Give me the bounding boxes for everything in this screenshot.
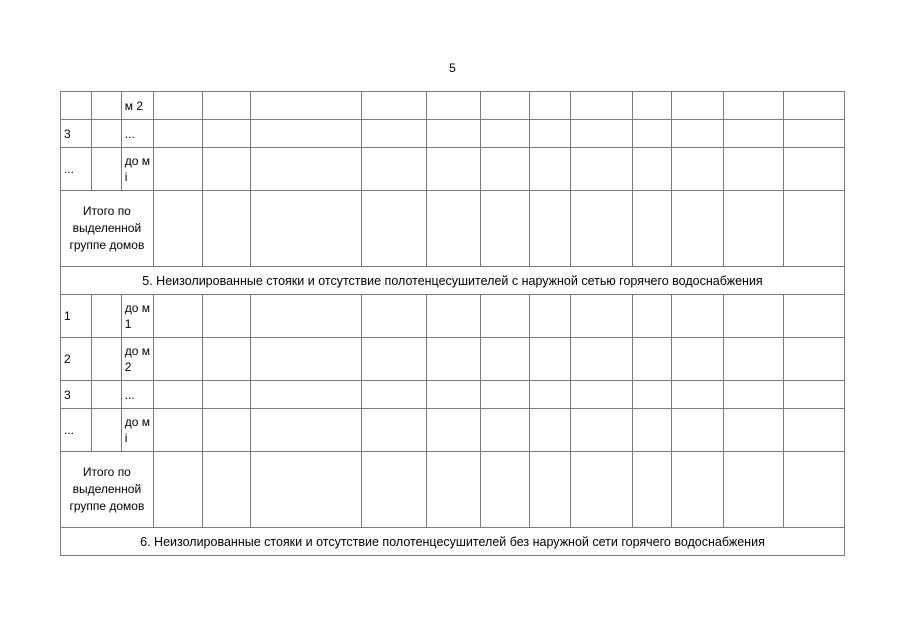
- table-cell: [250, 452, 361, 528]
- table-cell: [426, 191, 480, 267]
- table-cell: [426, 295, 480, 338]
- page-number: 5: [449, 61, 456, 75]
- table-cell: [153, 452, 202, 528]
- table-cell: [632, 295, 671, 338]
- table-cell: [250, 92, 361, 120]
- table-cell: [426, 148, 480, 191]
- table-cell: [250, 148, 361, 191]
- table-cell: [570, 381, 632, 409]
- table-cell: [153, 338, 202, 381]
- table-cell: [724, 148, 784, 191]
- table-cell: [632, 92, 671, 120]
- row-number: ...: [61, 148, 92, 191]
- table-cell: [426, 338, 480, 381]
- table-cell: [530, 191, 571, 267]
- section-header-row: [61, 267, 845, 295]
- table-cell: [202, 120, 250, 148]
- table-cell: [672, 452, 724, 528]
- table-cell: [202, 409, 250, 452]
- table-cell: [632, 148, 671, 191]
- table-cell: [91, 295, 121, 338]
- table-cell: [784, 381, 845, 409]
- table-cell: [632, 338, 671, 381]
- table-cell: [724, 381, 784, 409]
- table-cell: [202, 148, 250, 191]
- table-cell: [91, 409, 121, 452]
- table-cell: [724, 452, 784, 528]
- table-cell: [570, 295, 632, 338]
- row-number: 2: [61, 338, 92, 381]
- table-cell: [153, 120, 202, 148]
- table-row: [61, 92, 845, 120]
- table-row: [61, 338, 845, 381]
- table-cell: [570, 409, 632, 452]
- table-cell: [250, 191, 361, 267]
- table-cell: [530, 295, 571, 338]
- table-cell: [361, 381, 426, 409]
- table-cell: [530, 120, 571, 148]
- table-cell: [202, 295, 250, 338]
- house-name: до м 2: [121, 338, 153, 381]
- table-row: [61, 120, 845, 148]
- table-cell: [153, 92, 202, 120]
- table-cell: [724, 295, 784, 338]
- table-cell: [570, 148, 632, 191]
- table-cell: [481, 120, 530, 148]
- table-cell: [426, 409, 480, 452]
- table-cell: [570, 452, 632, 528]
- house-name: до м i: [121, 409, 153, 452]
- table-row: [61, 295, 845, 338]
- table-cell: [570, 120, 632, 148]
- table-cell: [361, 148, 426, 191]
- table-cell: [426, 381, 480, 409]
- table-cell: [91, 120, 121, 148]
- table-row: [61, 381, 845, 409]
- table-cell: [91, 148, 121, 191]
- table-cell: [672, 120, 724, 148]
- table-cell: [426, 92, 480, 120]
- table-cell: [481, 338, 530, 381]
- table-cell: [784, 191, 845, 267]
- table-cell: [672, 191, 724, 267]
- house-name: м 2: [121, 92, 153, 120]
- section-header-row: [61, 528, 845, 556]
- table-cell: [426, 120, 480, 148]
- table-cell: [361, 409, 426, 452]
- row-number: 3: [61, 120, 92, 148]
- table-cell: [91, 92, 121, 120]
- house-name: до м 1: [121, 295, 153, 338]
- table-cell: [530, 338, 571, 381]
- table-cell: [724, 92, 784, 120]
- table-cell: [202, 338, 250, 381]
- table-cell: [784, 409, 845, 452]
- table-cell: [481, 148, 530, 191]
- table-cell: [202, 191, 250, 267]
- section-title: 6. Неизолированные стояки и отсутствие полотенцесушителей без наружной сети горячего водоснабжения: [61, 528, 845, 556]
- table-cell: [250, 409, 361, 452]
- house-name: ...: [121, 120, 153, 148]
- table-cell: [570, 191, 632, 267]
- table-cell: [361, 295, 426, 338]
- table-cell: [632, 452, 671, 528]
- house-name: до м i: [121, 148, 153, 191]
- table-cell: [91, 338, 121, 381]
- table-cell: [361, 191, 426, 267]
- table-cell: [202, 452, 250, 528]
- table-cell: [250, 295, 361, 338]
- table-cell: [784, 148, 845, 191]
- table-cell: [250, 120, 361, 148]
- table-row: [61, 409, 845, 452]
- table-cell: [153, 295, 202, 338]
- table-cell: [361, 338, 426, 381]
- table-cell: [202, 92, 250, 120]
- table-cell: [672, 409, 724, 452]
- row-number: ...: [61, 409, 92, 452]
- table-cell: [570, 92, 632, 120]
- row-number: 3: [61, 381, 92, 409]
- table-cell: [361, 92, 426, 120]
- table-cell: [570, 338, 632, 381]
- table-cell: [672, 381, 724, 409]
- table-cell: [153, 409, 202, 452]
- table-cell: [632, 120, 671, 148]
- table-cell: [481, 191, 530, 267]
- table-cell: [91, 381, 121, 409]
- table-cell: [481, 409, 530, 452]
- table-cell: [784, 338, 845, 381]
- row-number: 1: [61, 295, 92, 338]
- table-cell: [530, 148, 571, 191]
- table-cell: [250, 381, 361, 409]
- table-cell: [530, 92, 571, 120]
- table-cell: [530, 381, 571, 409]
- table-cell: [632, 191, 671, 267]
- row-number: [61, 92, 92, 120]
- table-cell: [530, 409, 571, 452]
- table-cell: [481, 92, 530, 120]
- table-cell: [361, 120, 426, 148]
- table-cell: [426, 452, 480, 528]
- table-cell: [530, 452, 571, 528]
- table-cell: [481, 381, 530, 409]
- table-cell: [250, 338, 361, 381]
- total-label: Итого по выделенной группе домов: [61, 191, 154, 267]
- table-cell: [784, 120, 845, 148]
- table-cell: [632, 409, 671, 452]
- table-cell: [784, 452, 845, 528]
- table-cell: [481, 452, 530, 528]
- table-cell: [724, 120, 784, 148]
- table-cell: [672, 338, 724, 381]
- table-cell: [724, 409, 784, 452]
- total-row: [61, 191, 845, 267]
- table-cell: [784, 92, 845, 120]
- table-cell: [724, 338, 784, 381]
- table-cell: [672, 295, 724, 338]
- table-cell: [784, 295, 845, 338]
- table-cell: [672, 92, 724, 120]
- table-cell: [202, 381, 250, 409]
- table-row: [61, 148, 845, 191]
- table-cell: [153, 381, 202, 409]
- total-row: [61, 452, 845, 528]
- table-cell: [724, 191, 784, 267]
- house-name: ...: [121, 381, 153, 409]
- table-cell: [153, 148, 202, 191]
- table-cell: [361, 452, 426, 528]
- data-table: [60, 91, 845, 556]
- section-title: 5. Неизолированные стояки и отсутствие полотенцесушителей с наружной сетью горячего водоснабжения: [61, 267, 845, 295]
- table-cell: [481, 295, 530, 338]
- table-cell: [632, 381, 671, 409]
- table-cell: [672, 148, 724, 191]
- total-label: Итого по выделенной группе домов: [61, 452, 154, 528]
- table-cell: [153, 191, 202, 267]
